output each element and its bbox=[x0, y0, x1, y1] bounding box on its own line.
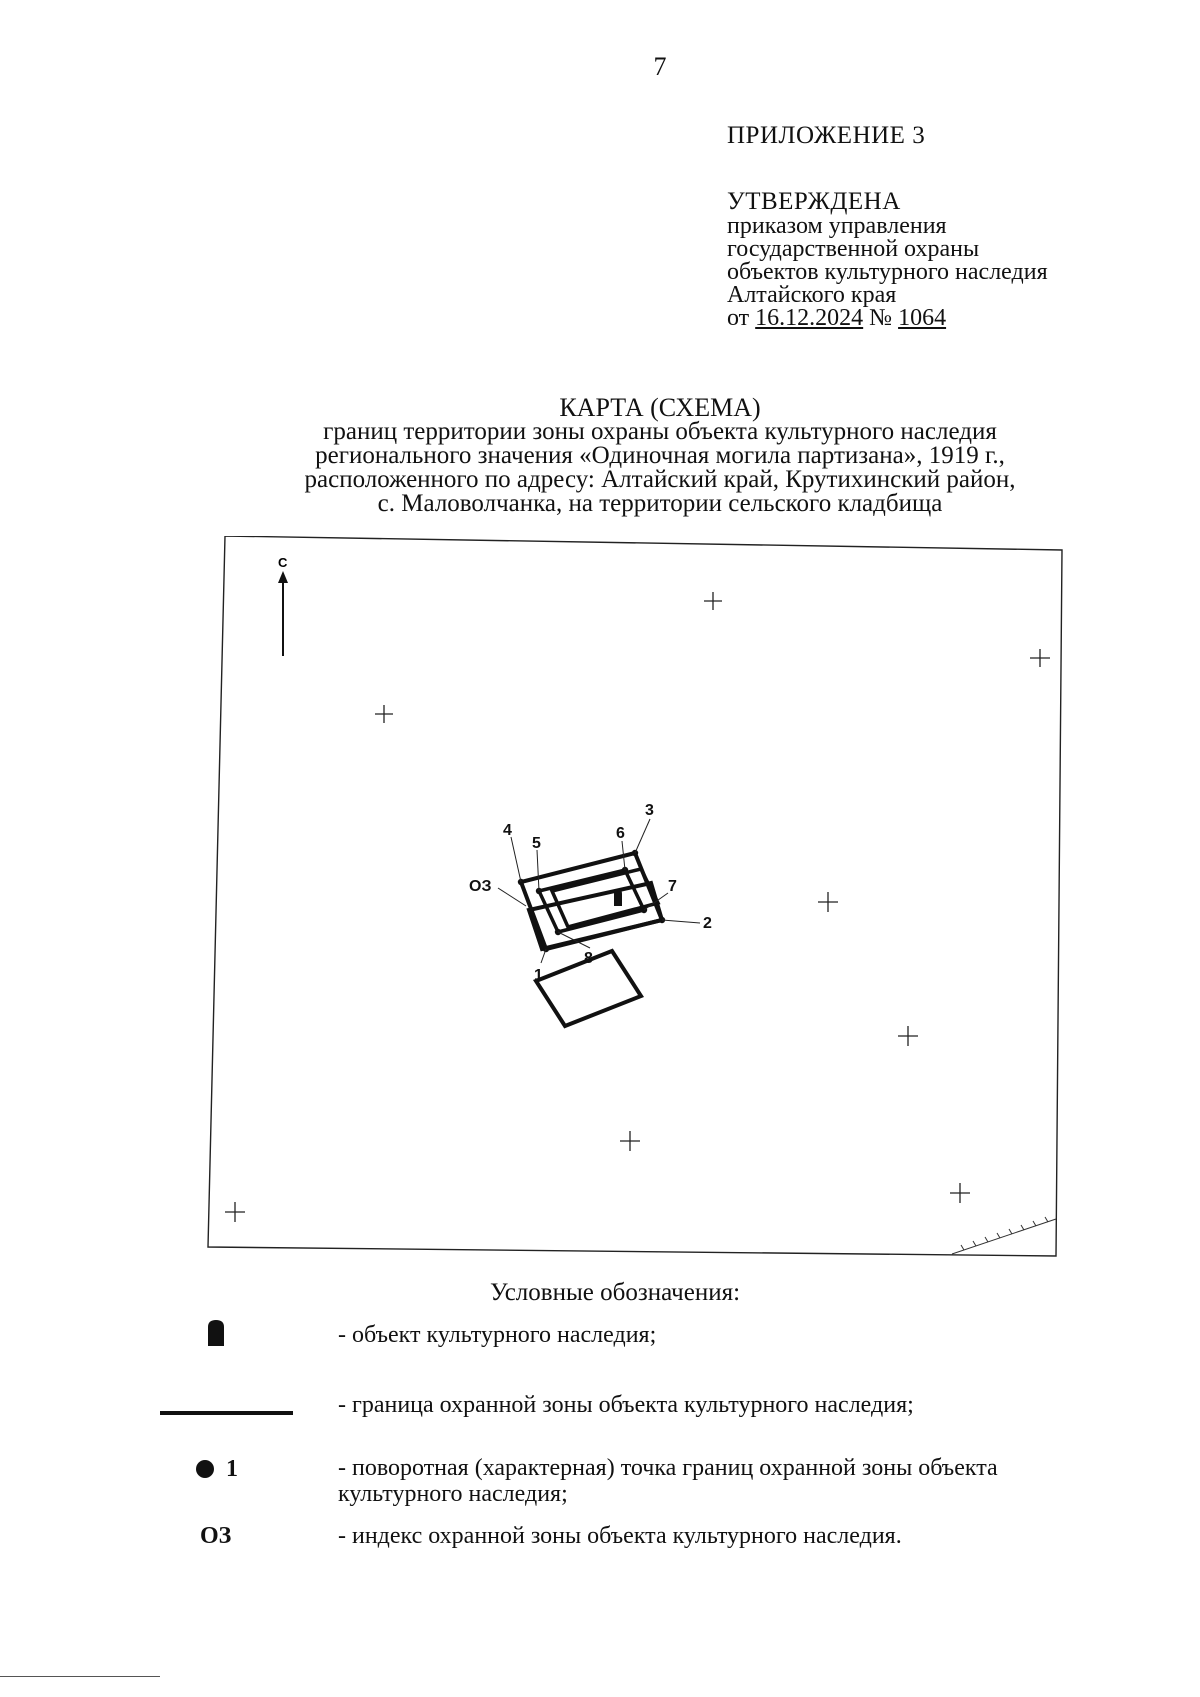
legend-text-boundary: - граница охранной зоны объекта культурного наследия; bbox=[338, 1392, 914, 1418]
map-title-line: границ территории зоны охраны объекта культурного наследия bbox=[323, 418, 997, 445]
map-title bbox=[230, 393, 1090, 517]
legend-boundary-line bbox=[160, 1411, 293, 1415]
point-label-6: 6 bbox=[616, 825, 625, 842]
point-label-2: 2 bbox=[703, 915, 712, 932]
approval-heading: УТВЕРЖДЕНА bbox=[727, 188, 901, 215]
zone-rings bbox=[521, 853, 662, 949]
map-scheme bbox=[200, 536, 1070, 1263]
north-arrow bbox=[278, 555, 288, 656]
map-frame bbox=[208, 536, 1062, 1256]
page-number: 7 bbox=[653, 52, 667, 81]
approval-line: приказом управления bbox=[727, 213, 947, 239]
legend-monument-icon bbox=[205, 1318, 227, 1348]
legend-heading: Условные обозначения: bbox=[490, 1279, 741, 1306]
legend-zone-index: ОЗ bbox=[200, 1523, 232, 1549]
point-label-5: 5 bbox=[532, 835, 541, 852]
number-sign: № bbox=[869, 305, 893, 331]
approval-line: государственной охраны bbox=[727, 236, 980, 262]
legend-text-zone-index: - индекс охранной зоны объекта культурного наследия. bbox=[338, 1523, 902, 1549]
approval-number: 1064 bbox=[898, 305, 947, 331]
appendix-label: ПРИЛОЖЕНИЕ 3 bbox=[727, 122, 926, 149]
legend-point-marker bbox=[196, 1460, 214, 1478]
map-title-line: регионального значения «Одиночная могила партизана», 1919 г., bbox=[315, 442, 1005, 469]
legend-text-point: - поворотная (характерная) точка границ охранной зоны объекта культурного наследия; bbox=[338, 1455, 998, 1507]
zone-index-label: ОЗ bbox=[469, 878, 492, 895]
approval-line: объектов культурного наследия bbox=[727, 259, 1048, 285]
date-prefix: от bbox=[727, 305, 750, 331]
footer-rule bbox=[0, 1676, 160, 1677]
hatched-corner bbox=[952, 1217, 1056, 1254]
approval-block bbox=[727, 190, 1048, 330]
map-title-line: расположенного по адресу: Алтайский край, Крутихинский район, bbox=[304, 466, 1016, 493]
point-label-7: 7 bbox=[668, 878, 677, 895]
monument-icon bbox=[614, 889, 622, 906]
point-label-8: 8 bbox=[584, 950, 593, 967]
approval-line: Алтайского края bbox=[727, 282, 897, 308]
point-label-4: 4 bbox=[503, 822, 512, 839]
map-title-main: КАРТА (СХЕМА) bbox=[559, 393, 761, 422]
legend-text-monument: - объект культурного наследия; bbox=[338, 1322, 657, 1348]
point-label-1: 1 bbox=[534, 967, 543, 984]
approval-date-line bbox=[727, 307, 1048, 330]
point-label-3: 3 bbox=[645, 802, 654, 819]
map-title-line: с. Маловолчанка, на территории сельского кладбища bbox=[377, 490, 943, 517]
north-label: С bbox=[278, 555, 288, 570]
approval-date: 16.12.2024 bbox=[755, 305, 864, 331]
legend-point-label: 1 bbox=[226, 1456, 238, 1482]
